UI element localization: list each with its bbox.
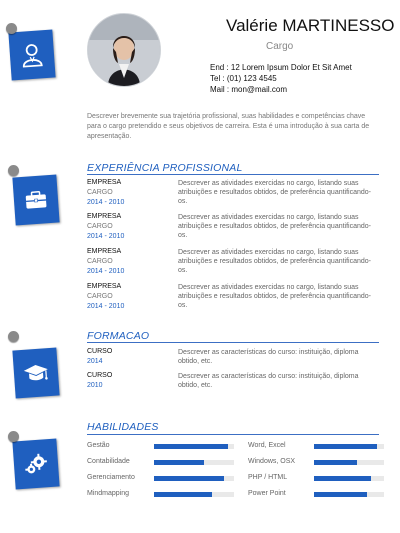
skill-label: Windows, OSX <box>248 458 296 465</box>
skills-note <box>12 439 59 490</box>
position: CARGO <box>87 189 113 196</box>
company: EMPRESA <box>87 283 122 290</box>
year: 2014 <box>87 358 103 365</box>
phone: Tel : (01) 123 4545 <box>210 74 277 83</box>
skill-bar <box>154 492 234 497</box>
skill-bar <box>154 476 234 481</box>
skill-bar <box>154 460 234 465</box>
pin-icon <box>8 431 19 442</box>
position: CARGO <box>87 293 113 300</box>
skill-label: Gerenciamento <box>87 474 135 481</box>
experience-note <box>12 175 59 226</box>
dates: 2014 - 2010 <box>87 268 125 275</box>
education-note <box>12 348 59 399</box>
description: Descrever as atividades exercidas no cargo, listando suas atribuições e resultados obtidos, de preferência quantificando-os. <box>178 284 372 309</box>
skill-bar <box>154 444 234 449</box>
description: Descrever as atividades exercidas no cargo, listando suas atribuições e resultados obtidos, de preferência quantificando-os. <box>178 180 372 205</box>
skill-bar-fill <box>154 460 204 465</box>
profile-note <box>8 30 55 81</box>
section-divider <box>87 174 379 175</box>
course: CURSO <box>87 348 113 355</box>
skill-bar <box>314 492 384 497</box>
pin-icon <box>8 331 19 342</box>
skill-label: Contabilidade <box>87 458 130 465</box>
description: Descrever as características do curso: instituição, diploma obtido, etc. <box>178 373 359 389</box>
dates: 2014 - 2010 <box>87 199 125 206</box>
skill-label: Mindmapping <box>87 490 130 497</box>
dates: 2014 - 2010 <box>87 303 125 310</box>
skill-bar-fill <box>314 444 377 449</box>
company: EMPRESA <box>87 179 122 186</box>
company: EMPRESA <box>87 213 122 220</box>
email: Mail : mon@mail.com <box>210 85 288 94</box>
company: EMPRESA <box>87 248 122 255</box>
skills-title: HABILIDADES <box>87 421 159 433</box>
job-title: Cargo <box>266 41 294 52</box>
description: Descrever as atividades exercidas no cargo, listando suas atribuições e resultados obtidos, de preferência quantificando-os. <box>178 214 372 239</box>
graduation-cap-icon <box>22 362 49 384</box>
pin-icon <box>6 23 17 34</box>
address: End : 12 Lorem Ipsum Dolor Et Sit Amet <box>210 63 352 72</box>
course: CURSO <box>87 372 113 379</box>
section-divider <box>87 342 379 343</box>
skill-bar-fill <box>154 476 224 481</box>
skill-bar <box>314 460 384 465</box>
skill-bar-fill <box>314 460 357 465</box>
position: CARGO <box>87 223 113 230</box>
skill-bar-fill <box>314 492 367 497</box>
skill-bar <box>314 476 384 481</box>
year: 2010 <box>87 382 103 389</box>
skill-label: Gestão <box>87 442 110 449</box>
briefcase-icon <box>24 190 47 209</box>
experience-title: EXPERIÊNCIA PROFISSIONAL <box>87 162 243 174</box>
skill-bar-fill <box>154 444 228 449</box>
skill-bar-fill <box>314 476 371 481</box>
section-divider <box>87 434 379 435</box>
skill-label: Power Point <box>248 490 286 497</box>
pin-icon <box>8 165 19 176</box>
education-title: FORMACAO <box>87 330 150 342</box>
gears-icon <box>23 452 48 476</box>
position: CARGO <box>87 258 113 265</box>
skill-label: Word, Excel <box>248 442 286 449</box>
intro-text: Descrever brevemente sua trajetória profissional, suas habilidades e competências chave para o cargo pretendido e seus objetivos de carreira. Esta é uma introdução à sua carta de apresentação. <box>87 113 370 140</box>
profile-photo <box>87 13 161 87</box>
person-name: Valérie MARTINESSO <box>226 16 395 35</box>
user-icon <box>19 41 45 69</box>
description: Descrever as características do curso: instituição, diploma obtido, etc. <box>178 349 359 365</box>
skill-bar-fill <box>154 492 212 497</box>
skill-bar <box>314 444 384 449</box>
dates: 2014 - 2010 <box>87 233 125 240</box>
skill-label: PHP / HTML <box>248 474 288 481</box>
description: Descrever as atividades exercidas no cargo, listando suas atribuições e resultados obtidos, de preferência quantificando-os. <box>178 249 372 274</box>
